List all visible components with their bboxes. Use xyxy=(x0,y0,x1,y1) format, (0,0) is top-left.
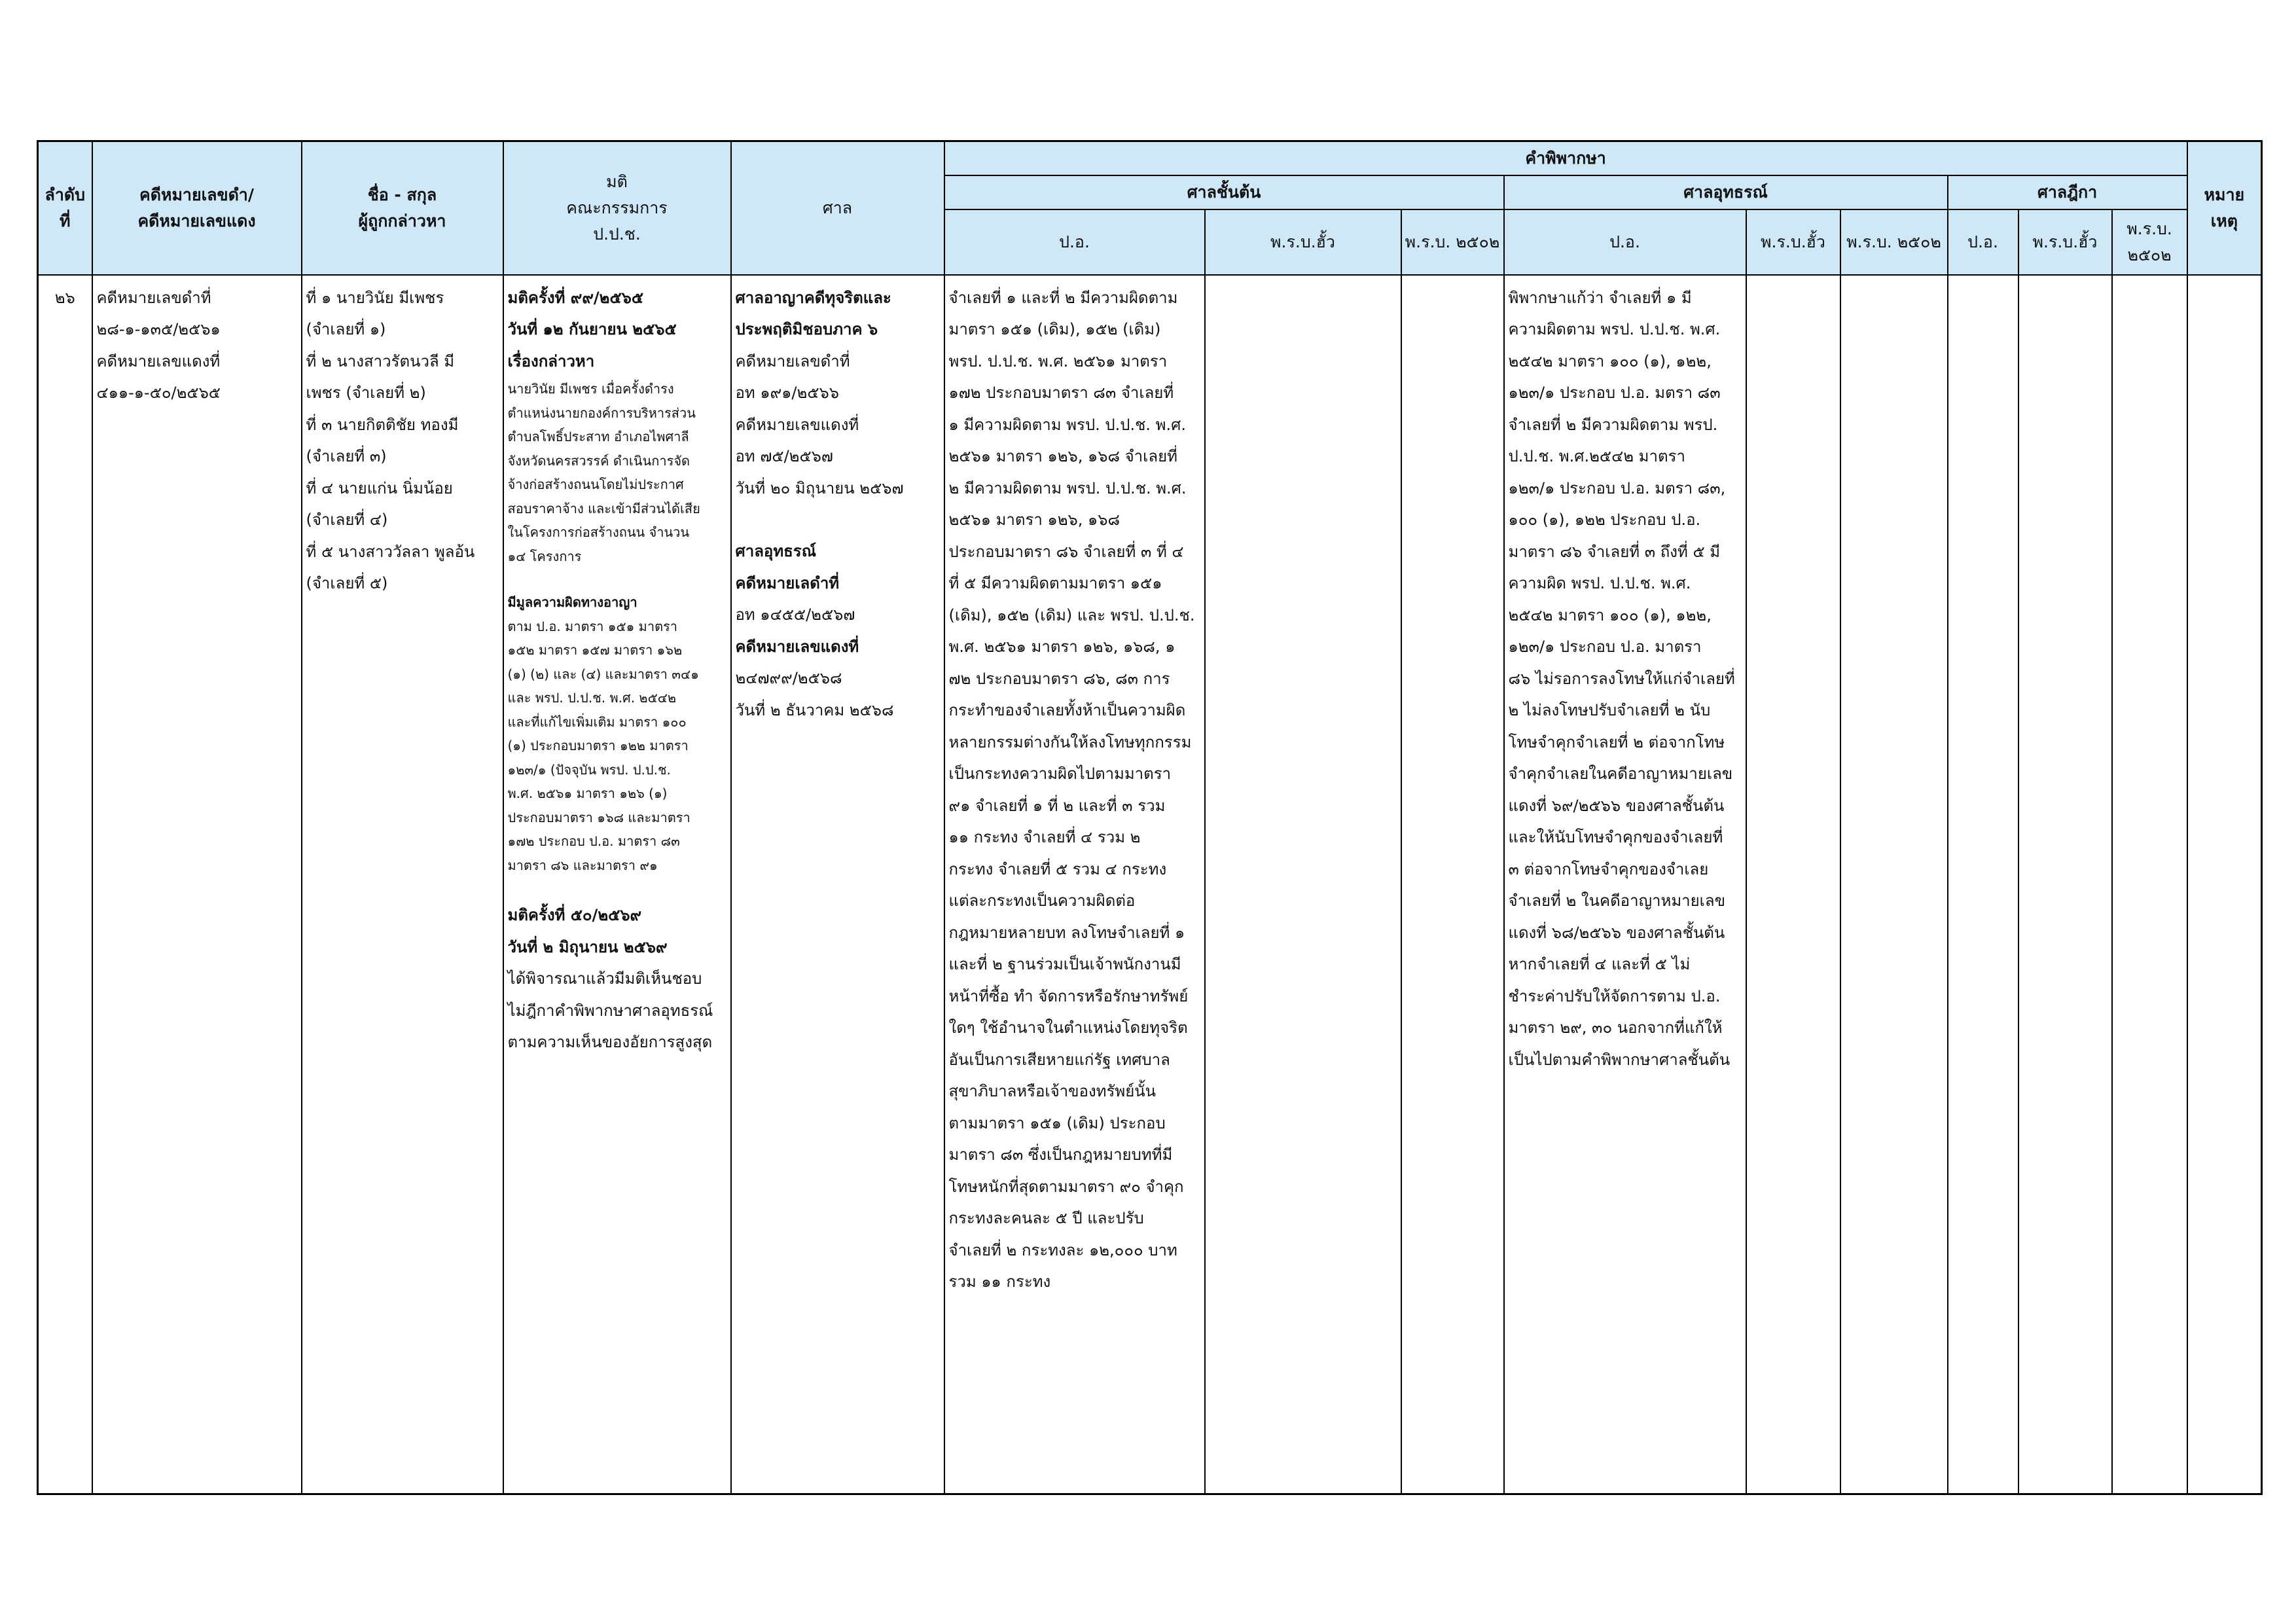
cell-first-instance-pa: จำเลยที่ ๑ และที่ ๒ มีความผิดตาม มาตรา ๑๕๑ (เดิม), ๑๕๒ (เดิม) พรป. ป.ป.ช. พ.ศ. ๒๕๖๑ มาตรา ๑๗๒ ประกอบมาตรา ๘๓ จำเลยที่ ๑ มีความผิดตาม พรป. ป.ป.ช. พ.ศ. ๒๕๖๑ มาตรา ๑๒๖, ๑๖๘ จำเลยที่ ๒ มีความผิดตาม พรป. ป.ป.ช. พ.ศ. ๒๕๖๑ มาตรา ๑๒๖, ๑๖๘ ประกอบมาตรา ๘๖ จำเลยที่ ๓ ที่ ๔ ที่ ๕ มีความผิดตามมาตรา ๑๕๑ (เดิม), ๑๕๒ (เดิม) และ พรป. ป.ป.ช. พ.ศ. ๒๕๖๑ มาตรา ๑๒๖, ๑๖๘, ๑ ๗๒ ประกอบมาตรา ๘๖, ๘๓ การ กระทำของจำเลยทั้งห้าเป็นความผิด หลายกรรมต่างกันให้ลงโทษทุกกรรม เป็นกระทงความผิดไปตามมาตรา ๙๑ จำเลยที่ ๑ ที่ ๒ และที่ ๓ รวม ๑๑ กระทง จำเลยที่ ๔ รวม ๒ กระทง จำเลยที่ ๕ รวม ๔ กระทง แต่ละกระทงเป็นความผิดต่อ กฎหมายหลายบท ลงโทษจำเลยที่ ๑ และที่ ๒ ฐานร่วมเป็นเจ้าพนักงานมี หน้าที่ซื้อ ทำ จัดการหรือรักษาทรัพย์ ใดๆ ใช้อำนาจในตำแหน่งโดยทุจริต อันเป็นการเสียหายแก่รัฐ เทศบาล สุขาภิบาลหรือเจ้าของทรัพย์นั้น ตามมาตรา ๑๕๑ (เดิม) ประกอบ มาตรา ๘๓ ซึ่งเป็นกฎหมายบทที่มี โทษหนักที่สุดตามมาตรา ๙๐ จำคุก กระทงละคนละ ๕ ปี และปรับ จำเลยที่ ๒ กระทงละ ๑๒,๐๐๐ บาท รวม ๑๑ กระทง xyxy=(944,275,1205,1494)
cell-appeal-pa: พิพากษาแก้ว่า จำเลยที่ ๑ มี ความผิดตาม พรป. ป.ป.ช. พ.ศ. ๒๕๔๒ มาตรา ๑๐๐ (๑), ๑๒๒, ๑๒๓/๑ ประกอบ ป.อ. มตรา ๘๓ จำเลยที่ ๒ มีความผิดตาม พรป. ป.ป.ช. พ.ศ.๒๕๔๒ มาตรา ๑๒๓/๑ ประกอบ ป.อ. มตรา ๘๓, ๑๐๐ (๑), ๑๒๒ ประกอบ ป.อ. มาตรา ๘๖ จำเลยที่ ๓ ถึงที่ ๕ มี ความผิด พรป. ป.ป.ช. พ.ศ. ๒๕๔๒ มาตรา ๑๐๐ (๑), ๑๒๒, ๑๒๓/๑ ประกอบ ป.อ. มาตรา ๘๖ ไม่รอการลงโทษให้แก่จำเลยที่ ๒ ไม่ลงโทษปรับจำเลยที่ ๒ นับ โทษจำคุกจำเลยที่ ๒ ต่อจากโทษ จำคุกจำเลยในคดีอาญาหมายเลข แดงที่ ๖๙/๒๕๖๖ ของศาลชั้นต้น และให้นับโทษจำคุกของจำเลยที่ ๓ ต่อจากโทษจำคุกของจำเลย จำเลยที่ ๒ ในคดีอาญาหมายเลข แดงที่ ๖๘/๒๕๖๖ ของศาลชั้นต้น หากจำเลยที่ ๔ และที่ ๕ ไม่ ชำระค่าปรับให้จัดการตาม ป.อ. มาตรา ๒๙, ๓๐ นอกจากที่แก้ให้ เป็นไปตามคำพิพากษาศาลชั้นต้น xyxy=(1504,275,1746,1494)
meeting-date-1: วันที่ ๑๒ กันยายน ๒๕๖๕ xyxy=(507,320,677,338)
criminal-grounds-label: มีมูลความผิดทางอาญา xyxy=(507,594,637,610)
header-first-prb-2502: พ.ร.บ. ๒๕๐๒ xyxy=(1401,209,1504,275)
header-court: ศาล xyxy=(731,141,944,275)
case-summary-table xyxy=(37,140,2263,1495)
header-nacc-resolution: มติ คณะกรรมการ ป.ป.ช. xyxy=(503,141,731,275)
cell-supreme-prb-ua xyxy=(2018,275,2112,1494)
header-appeal-prb-2502: พ.ร.บ. ๒๕๐๒ xyxy=(1840,209,1948,275)
table-row xyxy=(38,275,2262,1494)
cell-supreme-pa xyxy=(1948,275,2018,1494)
cell-nacc-resolution: มติครั้งที่ ๙๙/๒๕๖๕ วันที่ ๑๒ กันยายน ๒๕๖๕ เรื่องกล่าวหา นายวินัย มีเพชร เมื่อครั้งดำรง ตำแหน่งนายกองค์การบริหารส่วน ตำบลโพธิ์ประสาท อำเภอไพศาลี จังหวัดนครสวรรค์ ดำเนินการจัด จ้างก่อสร้างถนนโดยไม่ประกาศ สอบราคาจ้าง และเข้ามีส่วนได้เสีย ในโครงการก่อสร้างถนน จำนวน ๑๔ โครงการ มีมูลความผิดทางอาญา ตาม ป.อ. มาตรา ๑๕๑ มาตรา ๑๕๒ มาตรา ๑๕๗ มาตรา ๑๖๒ (๑) (๒) และ (๔) และมาตรา ๓๔๑ และ พรป. ป.ป.ช. พ.ศ. ๒๕๔๒ และที่แก้ไขเพิ่มเติม มาตรา ๑๐๐ (๑) ประกอบมาตรา ๑๒๒ มาตรา ๑๒๓/๑ (ปัจจุบัน พรป. ป.ป.ช. พ.ศ. ๒๕๖๑ มาตรา ๑๒๖ (๑) ประกอบมาตรา ๑๖๘ และมาตรา ๑๗๒ ประกอบ ป.อ. มาตรา ๘๓ มาตรา ๘๖ และมาตรา ๙๑ มติครั้งที่ ๕๐/๒๕๖๙ วันที่ ๒ มิถุนายน ๒๕๖๙ ได้พิจารณาแล้วมีมติเห็นชอบ ไม่ฎีกาคำพิพากษาศาลอุทธรณ์ ตามความเห็นของอัยการสูงสุด xyxy=(503,275,731,1494)
header-judgment: คำพิพากษา xyxy=(944,141,2187,175)
header-supreme-pa: ป.อ. xyxy=(1948,209,2018,275)
allegation-text: นายวินัย มีเพชร เมื่อครั้งดำรง ตำแหน่งนายกองค์การบริหารส่วน ตำบลโพธิ์ประสาท อำเภอไพศาลี จังหวัดนครสวรรค์ ดำเนินการจัด จ้างก่อสร้างถนนโดยไม่ประกาศ สอบราคาจ้าง และเข้ามีส่วนได้เสีย ในโครงการก่อสร้างถนน จำนวน ๑๔ โครงการ xyxy=(507,381,700,564)
header-first-pa: ป.อ. xyxy=(944,209,1205,275)
meeting-number-1: มติครั้งที่ ๙๙/๒๕๖๕ xyxy=(507,288,644,307)
header-appeal-prb-ua: พ.ร.บ.ฮั้ว xyxy=(1746,209,1840,275)
allegation-label: เรื่องกล่าวหา xyxy=(507,352,595,370)
header-accused-name: ชื่อ - สกุล ผู้ถูกกล่าวหา xyxy=(302,141,503,275)
header-case-number: คดีหมายเลขดำ/ คดีหมายเลขแดง xyxy=(92,141,302,275)
meeting-number-2: มติครั้งที่ ๕๐/๒๕๖๙ xyxy=(507,906,642,924)
header-no: ลำดับ ที่ xyxy=(38,141,92,275)
criminal-grounds: มีมูลความผิดทางอาญา ตาม ป.อ. มาตรา ๑๕๑ มาตรา ๑๕๒ มาตรา ๑๕๗ มาตรา ๑๖๒ (๑) (๒) และ (๔) และมาตรา ๓๔๑ และ พรป. ป.ป.ช. พ.ศ. ๒๕๔๒ และที่แก้ไขเพิ่มเติม มาตรา ๑๐๐ (๑) ประกอบมาตรา ๑๒๒ มาตรา ๑๒๓/๑ (ปัจจุบัน พรป. ป.ป.ช. พ.ศ. ๒๕๖๑ มาตรา ๑๒๖ (๑) ประกอบมาตรา ๑๖๘ และมาตรา ๑๗๒ ประกอบ ป.อ. มาตรา ๘๓ มาตรา ๘๖ และมาตรา ๙๑ xyxy=(508,590,726,877)
cell-first-instance-prb-ua xyxy=(1205,275,1401,1494)
cell-court-info: ศาลอาญาคดีทุจริตและ ประพฤติมิชอบภาค ๖ คดีหมายเลขดำที่ อท ๑๙๑/๒๕๖๖ คดีหมายเลขแดงที่ อท ๗๕/๒๕๖๗ วันที่ ๒๐ มิถุนายน ๒๕๖๗ ศาลอุทธรณ์ คดีหมายเลดำที่ อท ๑๔๕๕/๒๕๖๗ คดีหมายเลขแดงที่ ๒๔๗๙๙/๒๕๖๘ วันที่ ๒ ธันวาคม ๒๕๖๘ xyxy=(731,275,944,1494)
cell-supreme-prb-2502 xyxy=(2112,275,2187,1494)
header-court-appeal: ศาลอุทธรณ์ xyxy=(1504,175,1948,209)
header-supreme-prb-2502: พ.ร.บ. ๒๕๐๒ xyxy=(2112,209,2187,275)
header-supreme-prb-ua: พ.ร.บ.ฮั้ว xyxy=(2018,209,2112,275)
header-court-supreme: ศาลฎีกา xyxy=(1948,175,2187,209)
appeal-court-name: ศาลอุทธรณ์ xyxy=(735,542,816,560)
header-court-first-instance: ศาลชั้นต้น xyxy=(944,175,1504,209)
meeting-date-2: วันที่ ๒ มิถุนายน ๒๕๖๙ xyxy=(507,937,668,956)
cell-accused-list: ที่ ๑ นายวินัย มีเพชร (จำเลยที่ ๑) ที่ ๒ นางสาวรัตนวลี มี เพชร (จำเลยที่ ๒) ที่ ๓ นายกิตติชัย ทองมี (จำเลยที่ ๓) ที่ ๔ นายแก่น นิ่มน้อย (จำเลยที่ ๔) ที่ ๕ นางสาววัลลา พูลอ้น (จำเลยที่ ๕) xyxy=(302,275,503,1494)
cell-appeal-prb-2502 xyxy=(1840,275,1948,1494)
cell-case-number: คดีหมายเลขดำที่ ๒๘-๑-๑๓๕/๒๕๖๑ คดีหมายเลขแดงที่ ๔๑๑-๑-๕๐/๒๕๖๕ xyxy=(92,275,302,1494)
first-court-name: ศาลอาญาคดีทุจริตและ xyxy=(735,288,891,307)
cell-remark xyxy=(2187,275,2262,1494)
cell-first-instance-prb-2502 xyxy=(1401,275,1504,1494)
cell-row-number: ๒๖ xyxy=(38,275,92,1494)
header-remark: หมาย เหตุ xyxy=(2187,141,2262,275)
cell-appeal-prb-ua xyxy=(1746,275,1840,1494)
header-appeal-pa: ป.อ. xyxy=(1504,209,1746,275)
header-first-prb-ua: พ.ร.บ.ฮั้ว xyxy=(1205,209,1401,275)
